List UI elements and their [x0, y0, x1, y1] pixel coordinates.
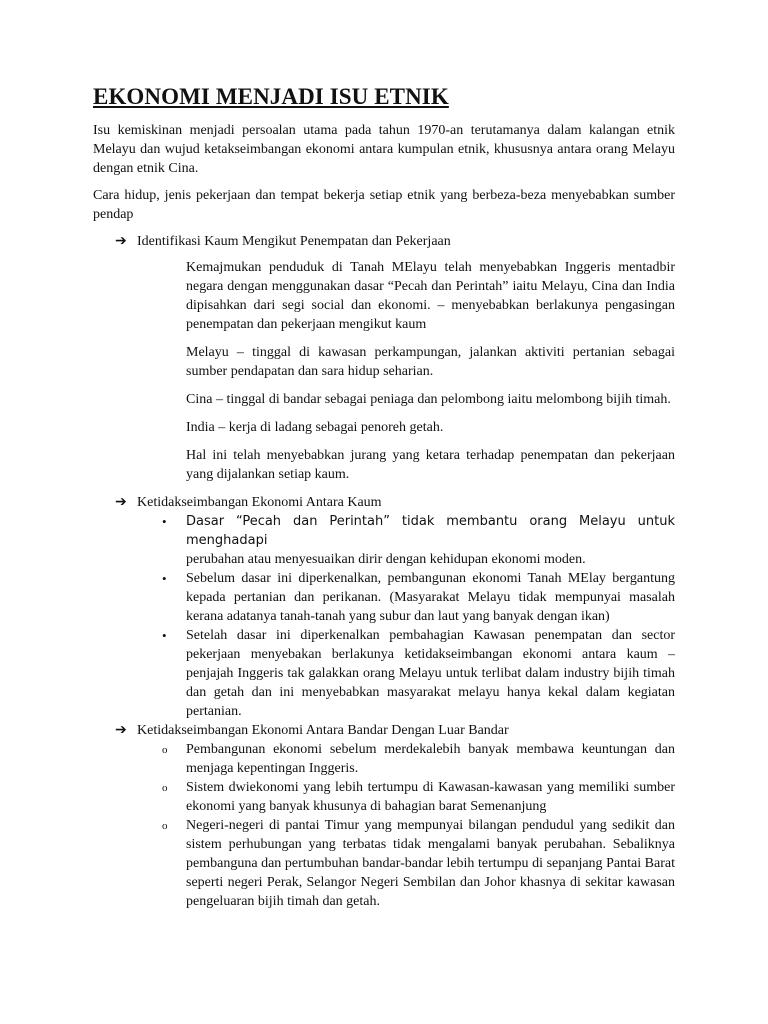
arrow-icon: ➔: [115, 495, 127, 510]
section-heading-3: [93, 721, 675, 740]
circle-bullet-icon: o: [162, 782, 168, 794]
list-item-text: Sistem dwiekonomi yang lebih tertumpu di Kawasan-kawasan yang memiliki sumber ekonomi yang banyak khusunya di bahagian barat Semenanjung: [186, 780, 675, 814]
section-1-paragraph: Hal ini telah menyebabkan jurang yang ketara terhadap penempatan dan pekerjaan yang dijalankan setiap kaum.: [186, 448, 675, 482]
document-title: EKONOMI MENJADI ISU ETNIK: [93, 84, 449, 109]
arrow-icon: ➔: [115, 234, 127, 249]
bullet-icon: •: [162, 514, 167, 529]
section-2-bullet-list: [93, 512, 675, 721]
bullet-icon: •: [162, 628, 167, 643]
list-item: [93, 778, 675, 816]
arrow-icon: ➔: [115, 723, 127, 738]
intro-paragraph-2: Cara hidup, jenis pekerjaan dan tempat bekerja setiap etnik yang berbeza-beza menyebabkan sumber pendap: [93, 188, 675, 222]
list-item: [93, 626, 675, 721]
section-1-paragraph: Kemajmukan penduduk di Tanah MElayu telah menyebabkan Inggeris mentadbir negara dengan menggunakan dasar “Pecah dan Perintah” iaitu Melayu, Cina dan India dipisahkan dari segi social dan ekonomi. – menyebabkan berlakunya pengasingan penempatan dan pekerjaan mengikut kaum: [186, 260, 675, 332]
section-heading-1: [93, 232, 675, 251]
circle-bullet-icon: o: [162, 744, 168, 756]
list-item-text: Dasar “Pecah dan Perintah” tidak membantu orang Melayu untuk menghadapi: [186, 514, 675, 548]
intro-paragraph-1: Isu kemiskinan menjadi persoalan utama pada tahun 1970-an terutamanya dalam kalangan etnik Melayu dan wujud ketakseimbangan ekonomi antara kumpulan etnik, khususnya antara orang Melayu dengan etnik Cina.: [93, 123, 675, 176]
section-heading-text: Ketidakseimbangan Ekonomi Antara Bandar Dengan Luar Bandar: [137, 723, 509, 738]
list-item-text: Setelah dasar ini diperkenalkan pembahagian Kawasan penempatan dan sector pekerjaan menyebakan berlakunya ketidakseimbangan ekonomi antara kaum – penjajah Inggeris tak galakkan orang Melayu untuk terlibat dalam industry bijih timah dan getah dan ini menyebabkan masyarakat melayu hanya kekal dalam kegiatan pertanian.: [186, 628, 675, 719]
section-3-bullet-list: [93, 740, 675, 911]
list-item-text: Pembangunan ekonomi sebelum merdekalebih banyak membawa keuntungan dan menjaga kepentingan Inggeris.: [186, 742, 675, 776]
list-item-text: Negeri-negeri di pantai Timur yang mempunyai bilangan pendudul yang sedikit dan sistem perhubungan yang terbatas tidak mengalami banyak perubahan. Sebaliknya pembanguna dan pertumbuhan bandar-bandar lebih tertumpu di sepanjang Pantai Barat seperti negeri Perak, Selangor Negeri Sembilan dan Johor khasnya di sekitar kawasan pengeluaran bijih timah dan getah.: [186, 818, 675, 909]
circle-bullet-icon: o: [162, 820, 168, 832]
list-item: [93, 569, 675, 626]
bullet-icon: •: [162, 571, 167, 586]
section-1-body: [186, 258, 675, 484]
section-1-paragraph: India – kerja di ladang sebagai penoreh getah.: [186, 420, 444, 435]
section-1-paragraph: Melayu – tinggal di kawasan perkampungan, jalankan aktiviti pertanian sebagai sumber pendapatan dan sara hidup seharian.: [186, 345, 675, 379]
list-item-text: Sebelum dasar ini diperkenalkan, pembangunan ekonomi Tanah MElay bergantung kepada pertanian dan perikanan. (Masyarakat Melayu tidak mempunyai masalah kerana adatanya tanah-tanah yang subur dan laut yang banyak dengan ikan): [186, 571, 675, 624]
list-item: [93, 512, 675, 569]
list-item: [93, 740, 675, 778]
section-1-paragraph: Cina – tinggal di bandar sebagai peniaga dan pelombong iaitu melombong bijih timah.: [186, 392, 671, 407]
section-heading-2: [93, 493, 675, 512]
list-item-text: perubahan atau menyesuaikan dirir dengan kehidupan ekonomi moden.: [186, 552, 586, 567]
list-item: [93, 816, 675, 911]
section-heading-text: Ketidakseimbangan Ekonomi Antara Kaum: [137, 495, 382, 510]
section-heading-text: Identifikasi Kaum Mengikut Penempatan dan Pekerjaan: [137, 234, 451, 249]
